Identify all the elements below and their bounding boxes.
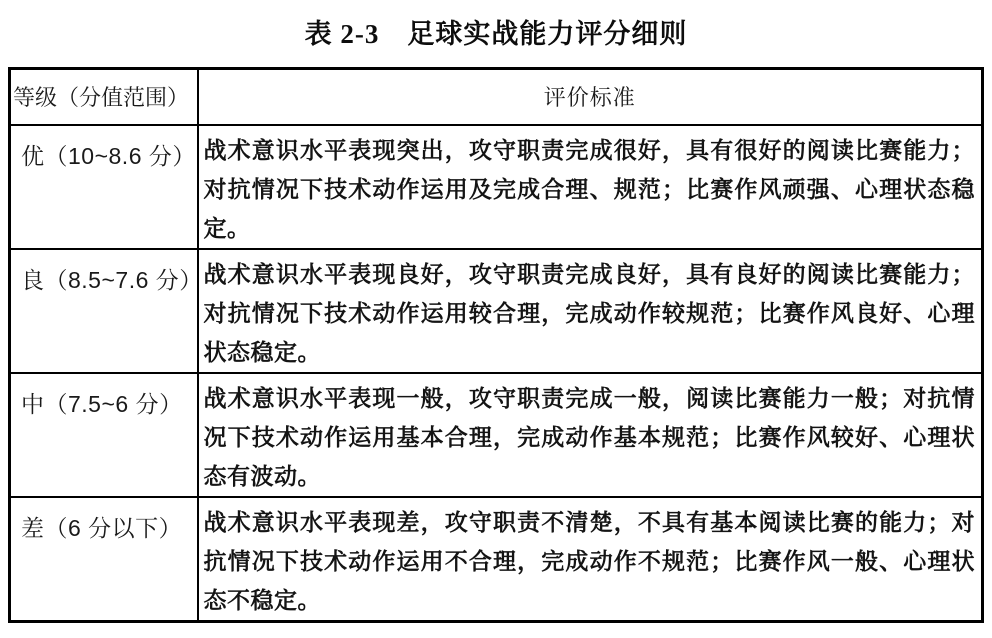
table-body xyxy=(10,125,983,622)
grade-poor: 差（6 分以下） xyxy=(10,497,198,622)
header-row xyxy=(10,69,983,125)
criteria-excellent: 战术意识水平表现突出，攻守职责完成很好，具有很好的阅读比赛能力；对抗情况下技术动作运用及完成合理、规范；比赛作风顽强、心理状态稳定。 xyxy=(198,125,983,249)
grade-excellent: 优（10~8.6 分） xyxy=(10,125,198,249)
header-criteria: 评价标准 xyxy=(198,69,983,125)
scoring-rules-table xyxy=(8,67,984,623)
grade-medium: 中（7.5~6 分） xyxy=(10,373,198,497)
criteria-good: 战术意识水平表现良好，攻守职责完成良好，具有良好的阅读比赛能力；对抗情况下技术动作运用较合理，完成动作较规范；比赛作风良好、心理状态稳定。 xyxy=(198,249,983,373)
table-title: 表 2-3 足球实战能力评分细则 xyxy=(304,19,688,49)
criteria-poor: 战术意识水平表现差，攻守职责不清楚，不具有基本阅读比赛的能力；对抗情况下技术动作运用不合理，完成动作不规范；比赛作风一般、心理状态不稳定。 xyxy=(198,497,983,622)
table-row xyxy=(10,497,983,622)
table-header xyxy=(10,69,983,125)
criteria-medium: 战术意识水平表现一般，攻守职责完成一般，阅读比赛能力一般；对抗情况下技术动作运用基本合理，完成动作基本规范；比赛作风较好、心理状态有波动。 xyxy=(198,373,983,497)
table-row xyxy=(10,249,983,373)
table-row xyxy=(10,125,983,249)
grade-good: 良（8.5~7.6 分） xyxy=(10,249,198,373)
header-grade: 等级（分值范围） xyxy=(10,69,198,125)
table-row xyxy=(10,373,983,497)
